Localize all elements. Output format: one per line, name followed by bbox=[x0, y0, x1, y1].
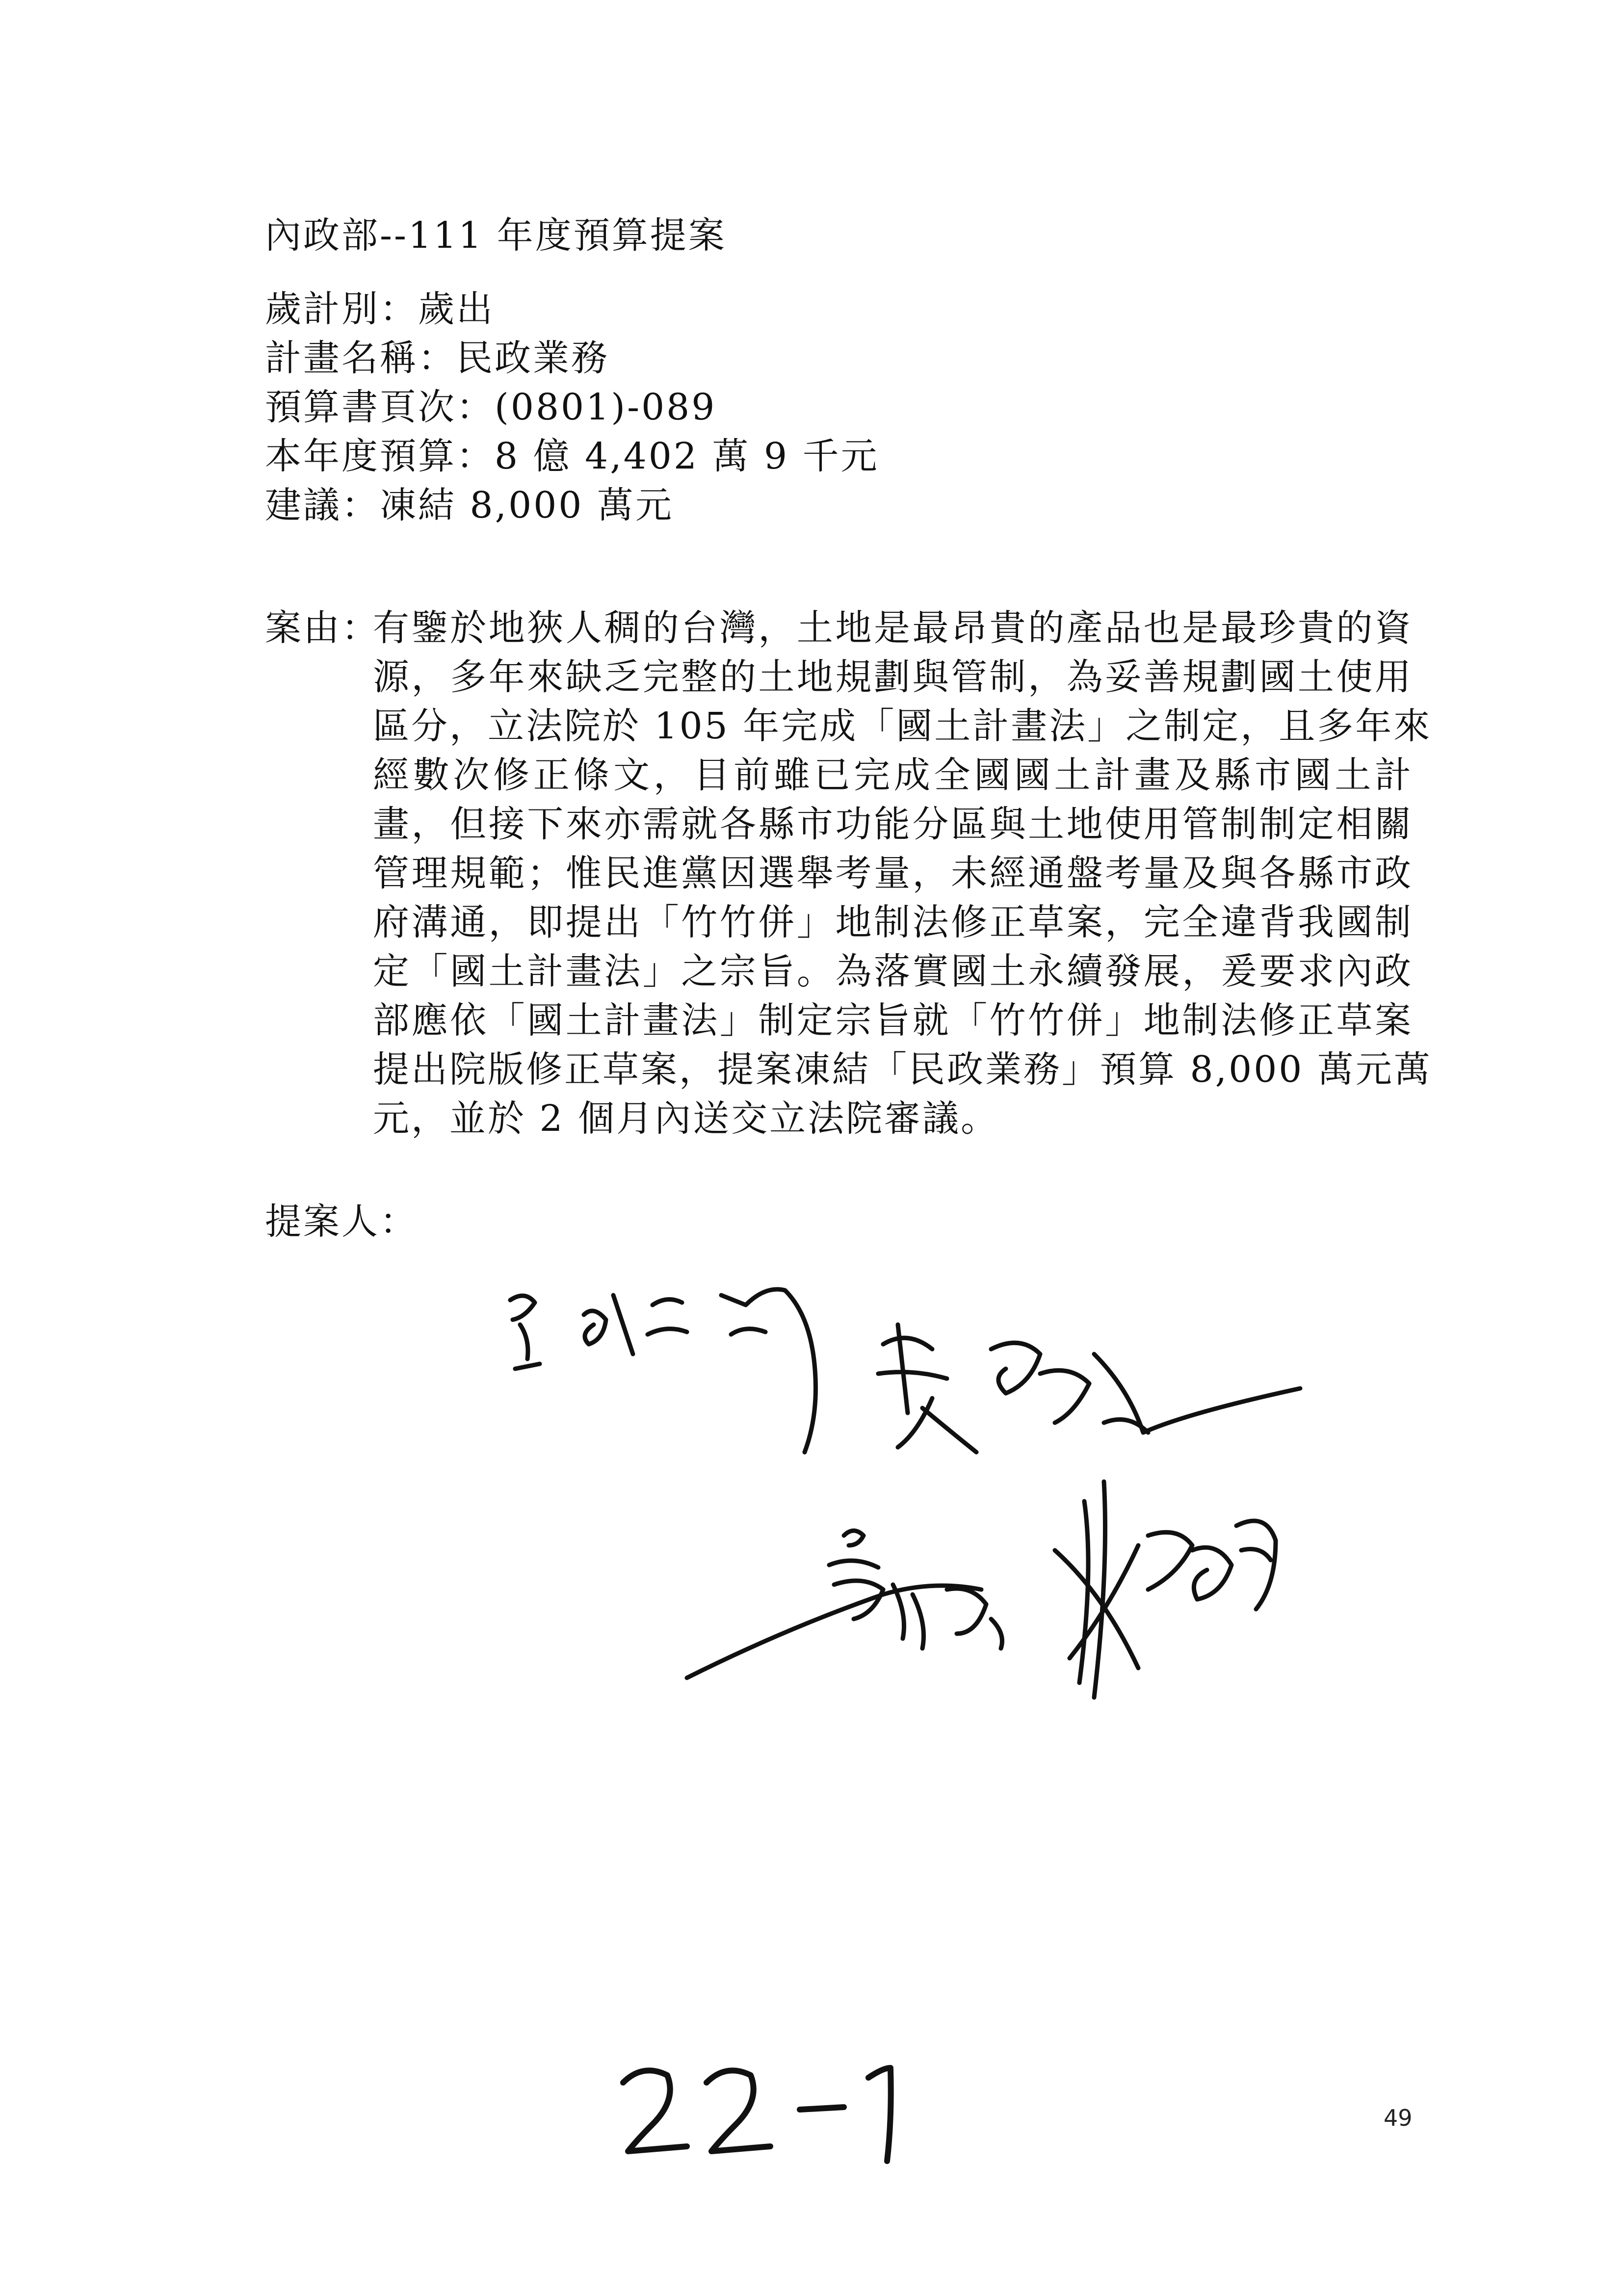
reason-line: 提出院版修正草案，提案凍結「民政業務」預算 8,000 萬元萬 bbox=[373, 1048, 1432, 1091]
field-value: 凍結 8,000 萬元 bbox=[380, 484, 674, 526]
field-label: 建議： bbox=[265, 484, 380, 526]
reason-line: 源，多年來缺乏完整的土地規劃與管制，為妥善規劃國土使用 bbox=[373, 656, 1413, 698]
reason-line: 有鑒於地狹人稠的台灣，土地是最昂貴的產品也是最珍貴的資 bbox=[373, 607, 1413, 649]
title-text: 內政部--111 年度預算提案 bbox=[265, 214, 727, 257]
reason-label: 案由： bbox=[265, 607, 380, 649]
signature-4 bbox=[1055, 1482, 1276, 1697]
handwritten-page-marker bbox=[623, 2068, 891, 2161]
field-value: 民政業務 bbox=[456, 337, 609, 379]
field-value: 8 億 4,402 萬 9 千元 bbox=[495, 435, 879, 477]
signature-1 bbox=[510, 1289, 816, 1452]
reason-line: 管理規範；惟民進黨因選舉考量，未經通盤考量及與各縣市政 bbox=[373, 852, 1413, 894]
reason-line: 畫，但接下來亦需就各縣市功能分區與土地使用管制制定相關 bbox=[373, 803, 1413, 845]
reason-line: 元，並於 2 個月內送交立法院審議。 bbox=[373, 1097, 999, 1140]
reason-line: 定「國土計畫法」之宗旨。為落實國土永續發展，爰要求內政 bbox=[373, 950, 1413, 992]
field-label: 計畫名稱： bbox=[265, 337, 456, 379]
reason-line: 部應依「國土計畫法」制定宗旨就「竹竹併」地制法修正草案 bbox=[373, 999, 1413, 1042]
reason-line: 府溝通，即提出「竹竹併」地制法修正草案，完全違背我國制 bbox=[373, 901, 1413, 943]
reason-line: 經數次修正條文，目前雖已完成全國國土計畫及縣市國土計 bbox=[373, 754, 1413, 796]
signature-2 bbox=[878, 1325, 1300, 1452]
reason-line: 區分，立法院於 105 年完成「國土計畫法」之制定，且多年來 bbox=[373, 705, 1432, 747]
field-label: 預算書頁次： bbox=[265, 386, 495, 428]
field-value: (0801)-089 bbox=[495, 386, 717, 428]
page-number: 49 bbox=[1384, 2105, 1413, 2131]
proposer-label: 提案人： bbox=[265, 1200, 418, 1243]
field-value: 歲出 bbox=[418, 288, 495, 330]
signature-3 bbox=[687, 1531, 1002, 1678]
field-label: 本年度預算： bbox=[265, 435, 495, 477]
field-label: 歲計別： bbox=[265, 288, 418, 330]
